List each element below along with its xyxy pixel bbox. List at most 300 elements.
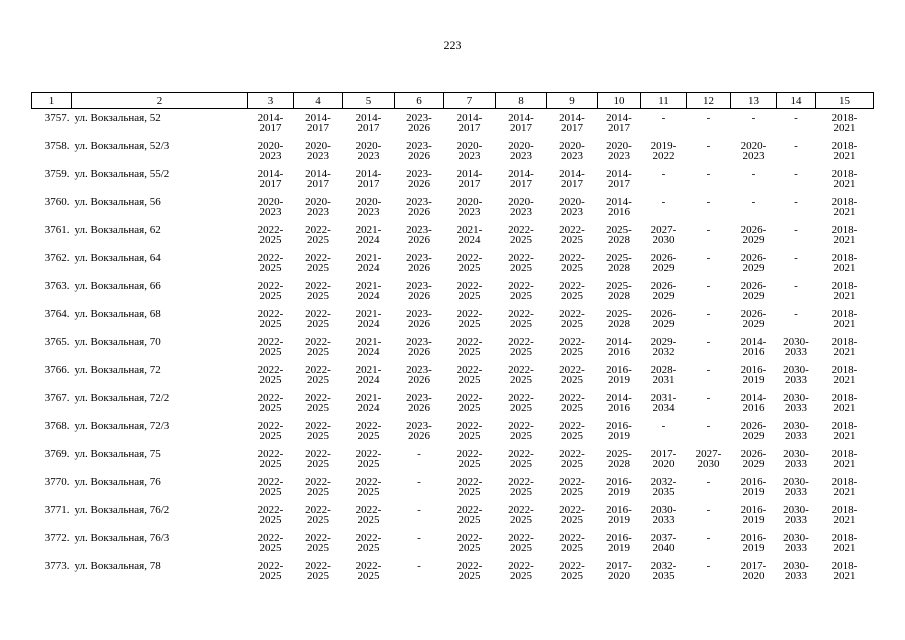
period-cell bbox=[777, 557, 816, 585]
period-text: 2014- 2016 bbox=[606, 196, 632, 218]
period-cell bbox=[731, 389, 777, 417]
period-cell bbox=[248, 333, 294, 361]
period-cell bbox=[816, 277, 874, 305]
address-cell bbox=[72, 221, 248, 249]
address-text: ул. Вокзальная, 72/3 bbox=[74, 420, 170, 432]
period-cell bbox=[343, 501, 395, 529]
period-cell bbox=[395, 473, 444, 501]
col-header: 8 bbox=[496, 93, 547, 109]
period-cell bbox=[687, 557, 731, 585]
period-cell bbox=[496, 501, 547, 529]
row-number bbox=[32, 473, 72, 501]
period-cell bbox=[777, 501, 816, 529]
row-number-text: 3758. bbox=[44, 140, 70, 152]
period-text: 2022- 2025 bbox=[355, 448, 382, 470]
period-cell bbox=[777, 193, 816, 221]
period-text: - bbox=[706, 476, 711, 488]
period-text: 2022- 2025 bbox=[508, 420, 534, 442]
period-text: 2022- 2025 bbox=[305, 476, 331, 498]
address-cell bbox=[72, 333, 248, 361]
period-cell bbox=[687, 249, 731, 277]
period-cell bbox=[777, 473, 816, 501]
address-cell bbox=[72, 305, 248, 333]
period-text: 2022- 2025 bbox=[257, 280, 284, 302]
row-number bbox=[32, 277, 72, 305]
period-cell bbox=[343, 305, 395, 333]
period-text: 2025- 2028 bbox=[606, 308, 632, 330]
address-cell bbox=[72, 557, 248, 585]
period-cell bbox=[248, 109, 294, 138]
period-cell bbox=[598, 389, 641, 417]
period-text: 2020- 2023 bbox=[456, 140, 483, 162]
period-text: - bbox=[706, 280, 711, 292]
period-cell bbox=[641, 221, 687, 249]
period-text: 2027- 2030 bbox=[650, 224, 677, 246]
period-cell bbox=[294, 221, 343, 249]
period-cell bbox=[343, 529, 395, 557]
row-number-text: 3770. bbox=[44, 476, 70, 488]
row-number bbox=[32, 109, 72, 138]
period-cell bbox=[294, 277, 343, 305]
address-text: ул. Вокзальная, 75 bbox=[74, 448, 161, 460]
address-cell bbox=[72, 501, 248, 529]
period-cell bbox=[731, 557, 777, 585]
period-text: 2014- 2017 bbox=[305, 112, 331, 134]
address-cell bbox=[72, 109, 248, 138]
period-text: 2022- 2025 bbox=[508, 308, 534, 330]
period-text: 2020- 2023 bbox=[559, 196, 585, 218]
period-cell bbox=[598, 529, 641, 557]
address-text: ул. Вокзальная, 72 bbox=[74, 364, 161, 376]
period-text: 2018- 2021 bbox=[831, 532, 858, 554]
period-text: 2026- 2029 bbox=[740, 280, 767, 302]
period-cell bbox=[496, 417, 547, 445]
header-row bbox=[32, 93, 874, 109]
address-text: ул. Вокзальная, 52/3 bbox=[74, 140, 170, 152]
period-cell bbox=[777, 529, 816, 557]
period-text: 2021- 2024 bbox=[355, 364, 382, 386]
period-cell bbox=[731, 361, 777, 389]
table-row bbox=[32, 501, 874, 529]
period-cell bbox=[641, 193, 687, 221]
period-cell bbox=[395, 417, 444, 445]
period-cell bbox=[496, 193, 547, 221]
period-text: 2022- 2025 bbox=[257, 252, 284, 274]
period-cell bbox=[641, 109, 687, 138]
period-text: 2017- 2020 bbox=[650, 448, 677, 470]
row-number-text: 3766. bbox=[44, 364, 70, 376]
period-text: - bbox=[794, 224, 798, 236]
table-row bbox=[32, 529, 874, 557]
address-text: ул. Вокзальная, 55/2 bbox=[74, 168, 170, 180]
period-cell bbox=[731, 221, 777, 249]
period-cell bbox=[248, 193, 294, 221]
period-text: 2026- 2029 bbox=[740, 448, 767, 470]
address-text: ул. Вокзальная, 62 bbox=[74, 224, 161, 236]
period-cell bbox=[496, 333, 547, 361]
period-cell bbox=[641, 557, 687, 585]
address-text: ул. Вокзальная, 76 bbox=[74, 476, 161, 488]
period-text: 2022- 2025 bbox=[257, 476, 284, 498]
period-cell bbox=[731, 445, 777, 473]
period-cell bbox=[248, 417, 294, 445]
period-cell bbox=[444, 137, 496, 165]
period-text: - bbox=[706, 336, 711, 348]
period-text: 2022- 2025 bbox=[559, 224, 585, 246]
period-cell bbox=[641, 445, 687, 473]
period-text: - bbox=[706, 308, 711, 320]
period-cell bbox=[343, 165, 395, 193]
period-cell bbox=[496, 221, 547, 249]
period-cell bbox=[641, 473, 687, 501]
period-cell bbox=[547, 501, 598, 529]
period-text: 2018- 2021 bbox=[831, 420, 858, 442]
col-header: 7 bbox=[444, 93, 496, 109]
period-text: 2030- 2033 bbox=[783, 420, 809, 442]
period-text: 2014- 2017 bbox=[456, 112, 483, 134]
period-text: 2022- 2025 bbox=[355, 560, 382, 582]
period-cell bbox=[343, 193, 395, 221]
period-cell bbox=[816, 249, 874, 277]
period-text: - bbox=[751, 112, 756, 124]
period-text: 2022- 2025 bbox=[559, 308, 585, 330]
period-text: 2020- 2023 bbox=[355, 196, 382, 218]
period-text: 2026- 2029 bbox=[740, 252, 767, 274]
period-text: 2020- 2023 bbox=[508, 140, 534, 162]
period-text: 2020- 2023 bbox=[355, 140, 382, 162]
period-cell bbox=[816, 193, 874, 221]
period-text: 2022- 2025 bbox=[305, 280, 331, 302]
period-text: 2030- 2033 bbox=[783, 392, 809, 414]
period-cell bbox=[598, 333, 641, 361]
period-text: 2021- 2024 bbox=[355, 252, 382, 274]
period-text: 2022- 2025 bbox=[257, 504, 284, 526]
period-cell bbox=[731, 165, 777, 193]
period-cell bbox=[395, 165, 444, 193]
period-text: 2018- 2021 bbox=[831, 112, 858, 134]
period-cell bbox=[687, 137, 731, 165]
period-text: 2022- 2025 bbox=[355, 476, 382, 498]
row-number bbox=[32, 501, 72, 529]
period-text: 2014- 2016 bbox=[740, 392, 767, 414]
period-text: - bbox=[794, 308, 798, 320]
table-row bbox=[32, 165, 874, 193]
period-cell bbox=[294, 445, 343, 473]
period-text: - bbox=[661, 112, 666, 124]
period-text: 2020- 2023 bbox=[559, 140, 585, 162]
period-text: 2014- 2016 bbox=[740, 336, 767, 358]
col-header: 5 bbox=[343, 93, 395, 109]
address-text: ул. Вокзальная, 52 bbox=[74, 112, 161, 124]
period-text: 2022- 2025 bbox=[456, 448, 483, 470]
period-text: 2016- 2019 bbox=[606, 504, 632, 526]
col-header: 14 bbox=[777, 93, 816, 109]
period-cell bbox=[816, 165, 874, 193]
period-text: 2022- 2025 bbox=[508, 448, 534, 470]
period-cell bbox=[343, 417, 395, 445]
period-cell bbox=[731, 193, 777, 221]
period-text: - bbox=[706, 140, 711, 152]
period-text: 2027- 2030 bbox=[695, 448, 722, 470]
period-cell bbox=[343, 137, 395, 165]
period-cell bbox=[598, 473, 641, 501]
period-text: - bbox=[706, 560, 711, 572]
period-cell bbox=[731, 305, 777, 333]
period-cell bbox=[731, 529, 777, 557]
period-cell bbox=[641, 529, 687, 557]
period-text: 2022- 2025 bbox=[508, 252, 534, 274]
period-text: 2023- 2026 bbox=[406, 280, 432, 302]
row-number-text: 3764. bbox=[44, 308, 70, 320]
address-cell bbox=[72, 249, 248, 277]
period-text: 2022- 2025 bbox=[456, 532, 483, 554]
period-cell bbox=[816, 109, 874, 138]
period-text: - bbox=[706, 196, 711, 208]
period-cell bbox=[343, 361, 395, 389]
period-text: 2018- 2021 bbox=[831, 336, 858, 358]
period-cell bbox=[547, 165, 598, 193]
period-text: 2022- 2025 bbox=[508, 336, 534, 358]
period-text: 2022- 2025 bbox=[508, 504, 534, 526]
period-text: 2026- 2029 bbox=[650, 252, 677, 274]
period-text: 2022- 2025 bbox=[355, 420, 382, 442]
period-text: 2022- 2025 bbox=[305, 364, 331, 386]
table-row bbox=[32, 333, 874, 361]
address-text: ул. Вокзальная, 64 bbox=[74, 252, 161, 264]
period-text: - bbox=[794, 252, 798, 264]
period-text: 2018- 2021 bbox=[831, 224, 858, 246]
period-cell bbox=[496, 277, 547, 305]
period-cell bbox=[294, 305, 343, 333]
period-text: 2018- 2021 bbox=[831, 476, 858, 498]
period-cell bbox=[496, 389, 547, 417]
period-cell bbox=[248, 305, 294, 333]
period-text: 2014- 2017 bbox=[508, 112, 534, 134]
period-cell bbox=[496, 557, 547, 585]
address-text: ул. Вокзальная, 78 bbox=[74, 560, 161, 572]
period-cell bbox=[395, 389, 444, 417]
period-text: 2032- 2035 bbox=[650, 560, 677, 582]
table-row bbox=[32, 557, 874, 585]
period-text: 2021- 2024 bbox=[456, 224, 483, 246]
period-text: 2023- 2026 bbox=[406, 196, 432, 218]
period-cell bbox=[641, 137, 687, 165]
period-text: 2023- 2026 bbox=[406, 308, 432, 330]
period-text: 2020- 2023 bbox=[257, 196, 284, 218]
address-cell bbox=[72, 277, 248, 305]
period-cell bbox=[598, 137, 641, 165]
period-cell bbox=[598, 193, 641, 221]
period-cell bbox=[294, 361, 343, 389]
col-header: 1 bbox=[32, 93, 72, 109]
period-text: 2021- 2024 bbox=[355, 224, 382, 246]
table-row bbox=[32, 389, 874, 417]
period-text: 2037- 2040 bbox=[650, 532, 677, 554]
period-cell bbox=[687, 473, 731, 501]
period-cell bbox=[687, 305, 731, 333]
period-cell bbox=[343, 473, 395, 501]
period-text: - bbox=[706, 252, 711, 264]
period-text: 2022- 2025 bbox=[508, 560, 534, 582]
period-text: 2022- 2025 bbox=[305, 336, 331, 358]
period-text: 2022- 2025 bbox=[456, 420, 483, 442]
period-cell bbox=[343, 109, 395, 138]
address-text: ул. Вокзальная, 70 bbox=[74, 336, 161, 348]
period-text: 2022- 2025 bbox=[305, 308, 331, 330]
period-text: 2014- 2017 bbox=[355, 112, 382, 134]
period-text: - bbox=[794, 280, 798, 292]
period-text: 2018- 2021 bbox=[831, 448, 858, 470]
period-cell bbox=[777, 221, 816, 249]
period-cell bbox=[496, 249, 547, 277]
period-cell bbox=[395, 333, 444, 361]
address-cell bbox=[72, 473, 248, 501]
period-cell bbox=[777, 333, 816, 361]
period-cell bbox=[816, 557, 874, 585]
period-text: 2022- 2025 bbox=[508, 532, 534, 554]
period-cell bbox=[547, 417, 598, 445]
period-text: 2022- 2025 bbox=[559, 336, 585, 358]
row-number-text: 3773. bbox=[44, 560, 70, 572]
address-text: ул. Вокзальная, 56 bbox=[74, 196, 161, 208]
period-cell bbox=[547, 389, 598, 417]
period-text: 2030- 2033 bbox=[783, 364, 809, 386]
period-cell bbox=[641, 249, 687, 277]
period-cell bbox=[777, 305, 816, 333]
period-text: 2020- 2023 bbox=[740, 140, 767, 162]
period-cell bbox=[687, 445, 731, 473]
address-text: ул. Вокзальная, 66 bbox=[74, 280, 161, 292]
period-text: - bbox=[794, 140, 798, 152]
period-cell bbox=[496, 165, 547, 193]
row-number-text: 3769. bbox=[44, 448, 70, 460]
period-text: 2026- 2029 bbox=[740, 224, 767, 246]
row-number-text: 3762. bbox=[44, 252, 70, 264]
period-cell bbox=[395, 137, 444, 165]
period-text: 2022- 2025 bbox=[257, 392, 284, 414]
address-cell bbox=[72, 389, 248, 417]
period-cell bbox=[248, 473, 294, 501]
period-cell bbox=[641, 165, 687, 193]
period-cell bbox=[816, 417, 874, 445]
period-text: 2014- 2017 bbox=[456, 168, 483, 190]
period-cell bbox=[395, 277, 444, 305]
period-text: 2014- 2017 bbox=[606, 168, 632, 190]
col-header: 4 bbox=[294, 93, 343, 109]
period-cell bbox=[687, 333, 731, 361]
row-number bbox=[32, 361, 72, 389]
period-cell bbox=[248, 445, 294, 473]
period-cell bbox=[444, 389, 496, 417]
period-text: 2022- 2025 bbox=[559, 392, 585, 414]
period-text: - bbox=[706, 392, 711, 404]
row-number-text: 3765. bbox=[44, 336, 70, 348]
period-text: 2022- 2025 bbox=[257, 224, 284, 246]
period-cell bbox=[444, 249, 496, 277]
period-cell bbox=[444, 193, 496, 221]
period-cell bbox=[294, 109, 343, 138]
period-text: - bbox=[706, 168, 711, 180]
period-text: 2022- 2025 bbox=[355, 504, 382, 526]
period-text: 2022- 2025 bbox=[508, 224, 534, 246]
address-cell bbox=[72, 417, 248, 445]
period-cell bbox=[395, 109, 444, 138]
period-text: 2022- 2025 bbox=[456, 308, 483, 330]
period-cell bbox=[294, 417, 343, 445]
period-cell bbox=[444, 529, 496, 557]
row-number bbox=[32, 445, 72, 473]
period-cell bbox=[687, 221, 731, 249]
period-cell bbox=[343, 221, 395, 249]
period-cell bbox=[444, 557, 496, 585]
period-text: 2014- 2017 bbox=[355, 168, 382, 190]
period-text: 2022- 2025 bbox=[305, 392, 331, 414]
period-cell bbox=[731, 417, 777, 445]
period-cell bbox=[547, 557, 598, 585]
period-cell bbox=[248, 137, 294, 165]
period-text: 2018- 2021 bbox=[831, 504, 858, 526]
period-cell bbox=[687, 165, 731, 193]
period-text: 2022- 2025 bbox=[257, 532, 284, 554]
period-text: 2030- 2033 bbox=[650, 504, 677, 526]
period-cell bbox=[294, 193, 343, 221]
period-cell bbox=[547, 249, 598, 277]
row-number-text: 3767. bbox=[44, 392, 70, 404]
period-cell bbox=[395, 221, 444, 249]
period-cell bbox=[294, 137, 343, 165]
period-cell bbox=[547, 473, 598, 501]
period-text: - bbox=[417, 476, 421, 488]
period-cell bbox=[444, 361, 496, 389]
period-cell bbox=[294, 249, 343, 277]
period-cell bbox=[248, 165, 294, 193]
table-row bbox=[32, 361, 874, 389]
period-text: 2022- 2025 bbox=[508, 280, 534, 302]
period-cell bbox=[248, 277, 294, 305]
period-text: 2016- 2019 bbox=[740, 364, 767, 386]
period-text: 2016- 2019 bbox=[740, 532, 767, 554]
period-text: 2016- 2019 bbox=[606, 364, 632, 386]
period-cell bbox=[248, 529, 294, 557]
period-text: 2030- 2033 bbox=[783, 448, 809, 470]
period-cell bbox=[248, 389, 294, 417]
address-cell bbox=[72, 193, 248, 221]
period-cell bbox=[547, 277, 598, 305]
period-cell bbox=[547, 361, 598, 389]
period-text: 2018- 2021 bbox=[831, 560, 858, 582]
period-cell bbox=[496, 445, 547, 473]
period-cell bbox=[395, 361, 444, 389]
period-text: 2022- 2025 bbox=[456, 504, 483, 526]
period-cell bbox=[444, 417, 496, 445]
col-header: 10 bbox=[598, 93, 641, 109]
period-text: 2017- 2020 bbox=[740, 560, 767, 582]
period-text: 2022- 2025 bbox=[305, 532, 331, 554]
period-text: 2021- 2024 bbox=[355, 308, 382, 330]
period-cell bbox=[547, 445, 598, 473]
period-text: 2014- 2017 bbox=[559, 168, 585, 190]
period-text: 2016- 2019 bbox=[606, 420, 632, 442]
table-row bbox=[32, 473, 874, 501]
period-text: 2021- 2024 bbox=[355, 280, 382, 302]
period-text: 2018- 2021 bbox=[831, 140, 858, 162]
period-text: 2022- 2025 bbox=[456, 252, 483, 274]
period-text: - bbox=[661, 168, 666, 180]
period-cell bbox=[687, 501, 731, 529]
period-text: 2014- 2017 bbox=[508, 168, 534, 190]
period-text: 2022- 2025 bbox=[508, 392, 534, 414]
period-cell bbox=[641, 501, 687, 529]
